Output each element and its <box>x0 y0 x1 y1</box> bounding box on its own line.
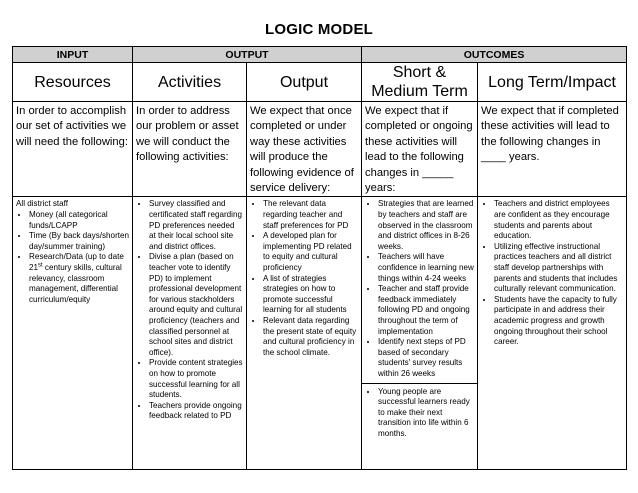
activities-list <box>136 199 243 421</box>
group-output: OUTPUT <box>133 47 362 63</box>
list-item: • Teachers provide ongoing feedback related to PD <box>149 401 243 422</box>
long-term-list <box>481 199 623 347</box>
list-item: • Teachers will have confidence in learning new things within 4-24 weeks <box>378 252 474 284</box>
list-item: • Strategies that are learned by teachers and staff are observed in the classroom and district offices in 8-26 weeks. <box>378 199 474 252</box>
list-item: • Relevant data regarding the present state of equity and cultural proficiency in the school climate. <box>263 316 358 358</box>
column-header-output: Output <box>247 63 362 102</box>
long-term-cell <box>478 197 627 470</box>
list-item: • Teacher and staff provide feedback immediately following PD and ongoing throughout the term of implementation <box>378 284 474 337</box>
ordinal-suffix: st <box>38 262 43 269</box>
column-header-resources: Resources <box>13 63 133 102</box>
column-header-activities: Activities <box>133 63 247 102</box>
intro-resources: In order to accomplish our set of activities we will need the following: <box>13 102 133 197</box>
list-item <box>29 252 129 305</box>
output-cell <box>247 197 362 470</box>
list-item: • Money (all categorical funds/LCAPP <box>29 210 129 231</box>
list-item: • Divise a plan (based on teacher vote to identify PD) to implement professional development for various stackholders around equity and cultural proficiency (teachers and classified personnel at school sites and district office). <box>149 252 243 358</box>
page-title: LOGIC MODEL <box>264 21 374 38</box>
intro-short-term: We expect that if completed or ongoing these activities will lead to the following changes in _____ years: <box>362 102 478 197</box>
list-item: • Time (By back days/shorten day/summer training) <box>29 231 129 252</box>
resources-heading: All district staff <box>16 199 69 209</box>
list-item: • Teachers and district employees are confident as they encourage students and parents about education. <box>494 199 623 241</box>
list-item: • Young people are successful learners ready to make their next transition into life within 6 months. <box>378 387 474 440</box>
intro-long-term: We expect that if completed these activities will lead to the following changes in ____ years. <box>478 102 627 197</box>
output-list <box>250 199 358 358</box>
activities-cell <box>133 197 247 470</box>
list-item: • Provide content strategies on how to promote successful learning for all students. <box>149 358 243 400</box>
intro-output: We expect that once completed or under way these activities will produce the following evidence of service delivery: <box>247 102 362 197</box>
research-text-a: Research/Data (up to date 21 <box>29 252 124 272</box>
list-item: • Identify next steps of PD based of secondary students' survey results within 26 weeks <box>378 337 474 379</box>
group-input: INPUT <box>13 47 133 63</box>
column-header-long-term: Long Term/Impact <box>478 63 627 102</box>
intro-activities: In order to address our problem or asset we will conduct the following activities: <box>133 102 247 197</box>
short-term-extra-list <box>365 387 474 440</box>
research-text-b: century skills, cultural relevancy, classroom management, differential curriculum/equity <box>29 263 122 304</box>
logic-model-table <box>12 46 627 470</box>
list-item: • Students have the capacity to fully participate in and address their academic progress and growth ongoing throughout their school career. <box>494 295 623 348</box>
resources-list <box>16 210 129 305</box>
column-header-short-term: Short & Medium Term <box>362 63 478 102</box>
group-outcomes: OUTCOMES <box>362 47 627 63</box>
short-term-cell <box>362 197 478 470</box>
list-item: • A list of strategies strategies on how to promote successful learning for all students <box>263 274 358 316</box>
list-item: • A developed plan for implementing PD related to equity and cultural proficiency <box>263 231 358 273</box>
divider <box>362 383 477 384</box>
list-item: • The relevant data regarding teacher and staff preferences for PD <box>263 199 358 231</box>
short-term-list <box>365 199 474 379</box>
list-item: • Survey classified and certificated staff regarding PD preferences needed at their local school site and district offices. <box>149 199 243 252</box>
list-item: • Utilizing effective instructional practices teachers and all district staff develop partnerships with parents and students that includes culturally relevant communication. <box>494 242 623 295</box>
resources-cell <box>13 197 133 470</box>
